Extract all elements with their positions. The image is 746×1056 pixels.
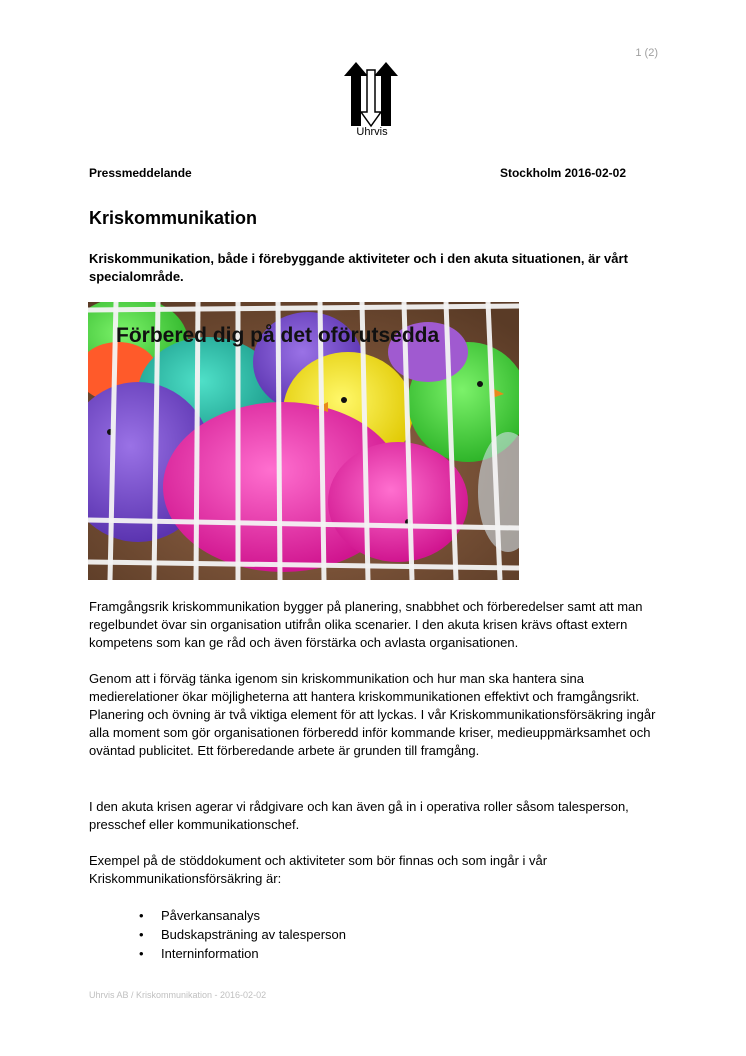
bullet-list [139,906,346,963]
lead-paragraph: Kriskommunikation, både i förebyggande aktiviteter och i den akuta situationen, är vårt specialområde. [89,251,628,284]
press-release-label: Pressmeddelande [89,166,192,180]
logo-text: Uhrvis [356,126,388,138]
footer: Uhrvis AB / Kriskommunikation - 2016-02-02 [89,990,267,1000]
list-item: • Budskapsträning av talesperson [139,925,346,944]
list-item: • Interninformation [139,944,346,963]
photo-caption: Förbered dig på det oförutsedda [116,324,440,347]
chicks-in-cage-photo [88,302,519,580]
place-date: Stockholm 2016-02-02 [499,166,626,180]
page-number: 1 (2) [635,47,658,59]
paragraph-1: Framgångsrik kriskommunikation bygger på planering, snabbhet och förberedelser samt att man regelbundet övar sin organisation utifrån olika scenarier. I den akuta krisen krävs oftast extern kompetens som kan ge råd och även förstärka och avlasta organisationen. [89,599,643,650]
page-title: Kriskommunikation [89,208,258,228]
paragraph-3: I den akuta krisen agerar vi rådgivare och kan även gå in i operativa roller såsom talesperson, presschef eller kommunikationschef. [89,799,629,832]
paragraph-2: Genom att i förväg tänka igenom sin kriskommunikation och hur man ska hantera sina medierelationer ökar möjligheterna att hantera kriskommunikationen effektivt och framgångsrikt. Planering och övning är två viktiga element för att lyckas. I vår Kriskommunikationsförsäkring ingår alla moment som gör organisationen förberedd inför kommande kriser, medieuppmärksamhet och oväntad publicitet. Ett förberedande arbete är grunden till framgång. [89,671,656,758]
list-item: • Påverkansanalys [139,906,346,925]
paragraph-4: Exempel på de stöddokument och aktiviteter som bör finnas och som ingår i vår Kriskommunikationsförsäkring är: [89,853,548,886]
